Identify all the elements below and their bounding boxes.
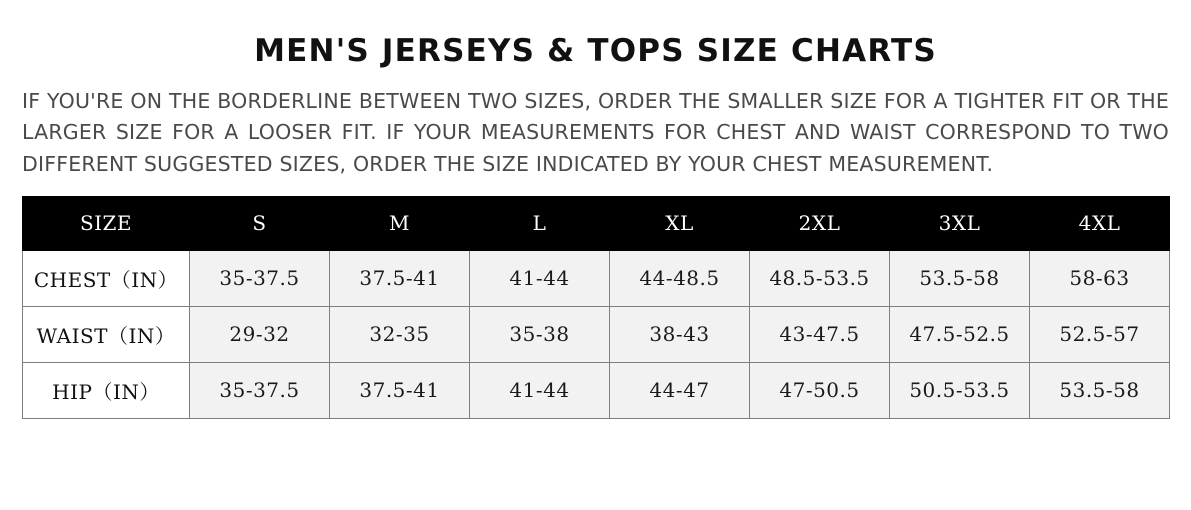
table-row	[23, 306, 1170, 362]
cell-chest-xl: 44-48.5	[610, 250, 750, 306]
column-header-size: SIZE	[23, 196, 190, 250]
cell-hip-s: 35-37.5	[190, 362, 330, 418]
cell-chest-4xl: 58-63	[1030, 250, 1170, 306]
cell-chest-3xl: 53.5-58	[890, 250, 1030, 306]
table-row	[23, 362, 1170, 418]
cell-hip-2xl: 47-50.5	[750, 362, 890, 418]
cell-waist-m: 32-35	[330, 306, 470, 362]
cell-hip-l: 41-44	[470, 362, 610, 418]
cell-hip-4xl: 53.5-58	[1030, 362, 1170, 418]
cell-waist-2xl: 43-47.5	[750, 306, 890, 362]
size-chart-table	[22, 196, 1170, 419]
column-header-xl: XL	[610, 196, 750, 250]
table-header	[23, 196, 1170, 250]
cell-chest-l: 41-44	[470, 250, 610, 306]
column-header-s: S	[190, 196, 330, 250]
table-row	[23, 250, 1170, 306]
table-header-row	[23, 196, 1170, 250]
cell-hip-3xl: 50.5-53.5	[890, 362, 1030, 418]
cell-hip-m: 37.5-41	[330, 362, 470, 418]
row-label-chest: CHEST（IN）	[23, 250, 190, 306]
column-header-m: M	[330, 196, 470, 250]
column-header-l: L	[470, 196, 610, 250]
intro-paragraph: IF YOU'RE ON THE BORDERLINE BETWEEN TWO SIZES, ORDER THE SMALLER SIZE FOR A TIGHTER FIT OR THE LARGER SIZE FOR A LOOSER FIT. IF YOUR MEASUREMENTS FOR CHEST AND WAIST CORRESPOND TO TWO DIFFERENT SUGGESTED SIZES, ORDER THE SIZE INDICATED BY YOUR CHEST MEASUREMENT.	[22, 89, 1169, 176]
cell-waist-3xl: 47.5-52.5	[890, 306, 1030, 362]
cell-waist-xl: 38-43	[610, 306, 750, 362]
cell-hip-xl: 44-47	[610, 362, 750, 418]
table-body	[23, 250, 1170, 418]
column-header-4xl: 4XL	[1030, 196, 1170, 250]
row-label-hip: HIP（IN）	[23, 362, 190, 418]
cell-chest-m: 37.5-41	[330, 250, 470, 306]
page-title: MEN'S JERSEYS & TOPS SIZE CHARTS	[254, 33, 937, 69]
column-header-2xl: 2XL	[750, 196, 890, 250]
cell-waist-4xl: 52.5-57	[1030, 306, 1170, 362]
column-header-3xl: 3XL	[890, 196, 1030, 250]
cell-chest-2xl: 48.5-53.5	[750, 250, 890, 306]
cell-waist-l: 35-38	[470, 306, 610, 362]
cell-waist-s: 29-32	[190, 306, 330, 362]
row-label-waist: WAIST（IN）	[23, 306, 190, 362]
cell-chest-s: 35-37.5	[190, 250, 330, 306]
